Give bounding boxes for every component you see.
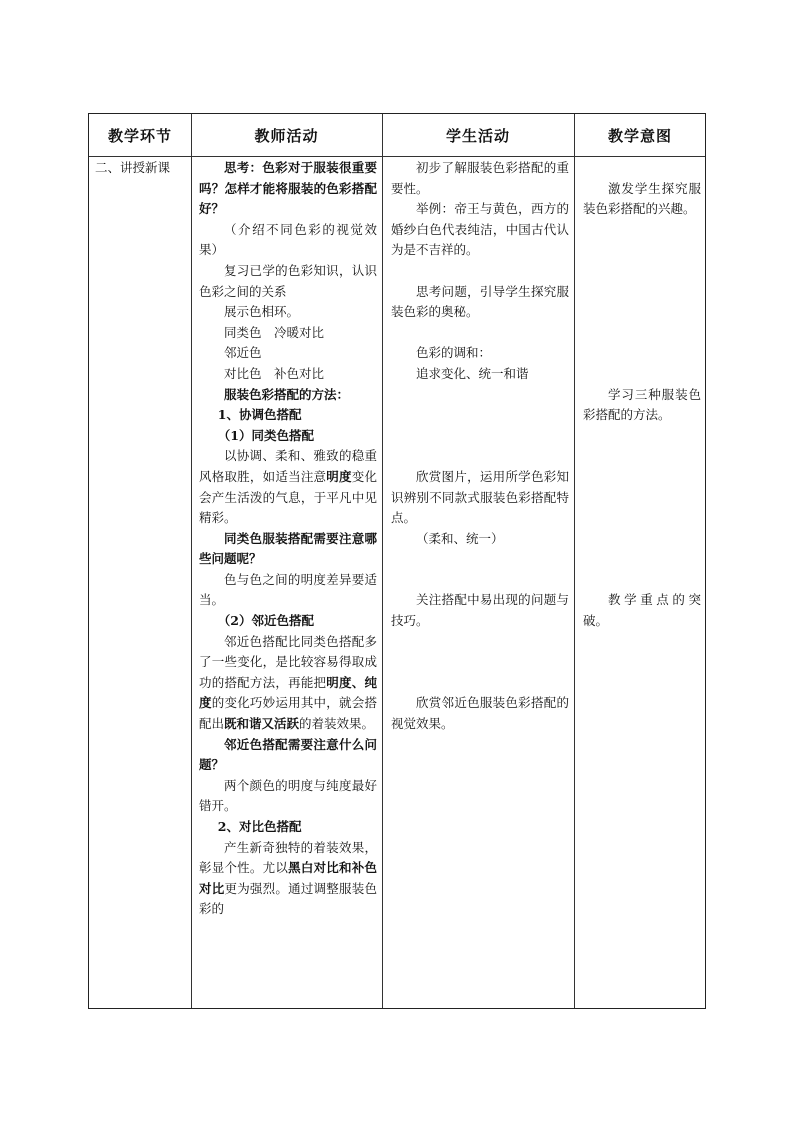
text-run: 的变化巧妙运用其中，就会搭配出 <box>199 695 377 732</box>
intent-text: 教学重点的突破。 <box>583 592 701 629</box>
text-run: 既和谐又活跃 <box>224 716 300 732</box>
column-divider <box>191 114 192 1008</box>
teacher-heading: 2、对比色搭配 <box>217 819 302 834</box>
header-teacher-activity: 教师活动 <box>254 126 319 145</box>
student-text: 欣赏图片，运用所学色彩知识辨别不同款式服装色彩搭配特点。 <box>391 468 569 526</box>
teacher-heading: 服装色彩搭配的方法： <box>224 386 350 402</box>
stage-cell <box>95 158 189 179</box>
text-run: 黑白对比和补色对比 <box>199 860 377 896</box>
student-text: 追求变化、统一和谐 <box>416 365 529 381</box>
intent-text: 学习三种服装色彩搭配的方法。 <box>583 386 701 423</box>
lesson-plan-table <box>88 113 706 1009</box>
text-run: 明度 <box>326 468 352 484</box>
header-teaching-stage: 教学环节 <box>107 126 172 145</box>
teacher-activity-cell <box>199 158 377 920</box>
text-run: 更为强烈。通过调整服装色彩的 <box>199 880 377 917</box>
student-activity-cell <box>391 158 569 735</box>
header-divider <box>89 156 705 157</box>
student-text: 举例：帝王与黄色，西方的婚纱白色代表纯洁，中国古代认为是不吉祥的。 <box>391 201 569 258</box>
student-text: 色彩的调和： <box>416 345 492 361</box>
header-teaching-intent: 教学意图 <box>607 126 672 145</box>
text-run: 明度、纯度 <box>199 674 377 711</box>
teacher-text: 同类色 冷暖对比 <box>224 324 325 340</box>
teacher-text <box>199 446 377 528</box>
teacher-text: 色与色之间的明度差异要适当。 <box>199 571 377 608</box>
text-run: 变化会产生活泼的气息，于平凡中见精彩。 <box>199 468 377 526</box>
teacher-note: （介绍不同色彩的视觉效果） <box>199 221 377 258</box>
column-divider <box>574 114 575 1008</box>
teacher-review: 复习已学的色彩知识，认识色彩之间的关系 <box>199 262 377 299</box>
student-text: 初步了解服装色彩搭配的重要性。 <box>391 160 569 196</box>
student-text: 思考问题，引导学生探究服装色彩的奥秘。 <box>391 283 569 320</box>
teacher-question: 邻近色搭配需要注意什么问题？ <box>199 736 377 773</box>
teacher-heading: 1、协调色搭配 <box>217 407 302 423</box>
teacher-text: 对比色 补色对比 <box>224 365 325 381</box>
text-run: 邻近色搭配比同类色搭配多了一些变化，是比较容易得取成功的搭配方法，再能把 <box>199 633 377 690</box>
teacher-subheading: （2）邻近色搭配 <box>217 613 314 629</box>
student-text: 欣赏邻近色服装色彩搭配的视觉效果。 <box>391 695 569 732</box>
student-text: 关注搭配中易出现的问题与技巧。 <box>391 592 569 629</box>
text-run: 产生新奇独特的着装效果，彰显个性。尤以 <box>199 839 377 876</box>
text-run: 的着装效果。 <box>299 716 375 732</box>
intent-text: 激发学生探究服装色彩搭配的兴趣。 <box>583 180 701 217</box>
teacher-text: 展示色相环。 <box>224 304 300 320</box>
header-student-activity: 学生活动 <box>445 126 510 145</box>
stage-label: 二、讲授新课 <box>95 160 171 175</box>
teacher-text <box>199 632 377 735</box>
teacher-question: 思考：色彩对于服装很重要吗？怎样才能将服装的色彩搭配好？ <box>199 160 377 217</box>
student-text: （柔和、统一） <box>416 530 504 546</box>
teacher-text: 两个颜色的明度与纯度最好错开。 <box>199 777 377 814</box>
teacher-text <box>199 838 377 920</box>
column-divider <box>382 114 383 1008</box>
teaching-intent-cell <box>583 158 701 632</box>
text-run: 以协调、柔和、雅致的稳重风格取胜，如适当注意 <box>199 448 377 484</box>
teacher-question: 同类色服装搭配需要注意哪些问题呢？ <box>199 530 377 567</box>
teacher-text: 邻近色 <box>224 345 262 361</box>
teacher-subheading: （1）同类色搭配 <box>217 427 314 443</box>
